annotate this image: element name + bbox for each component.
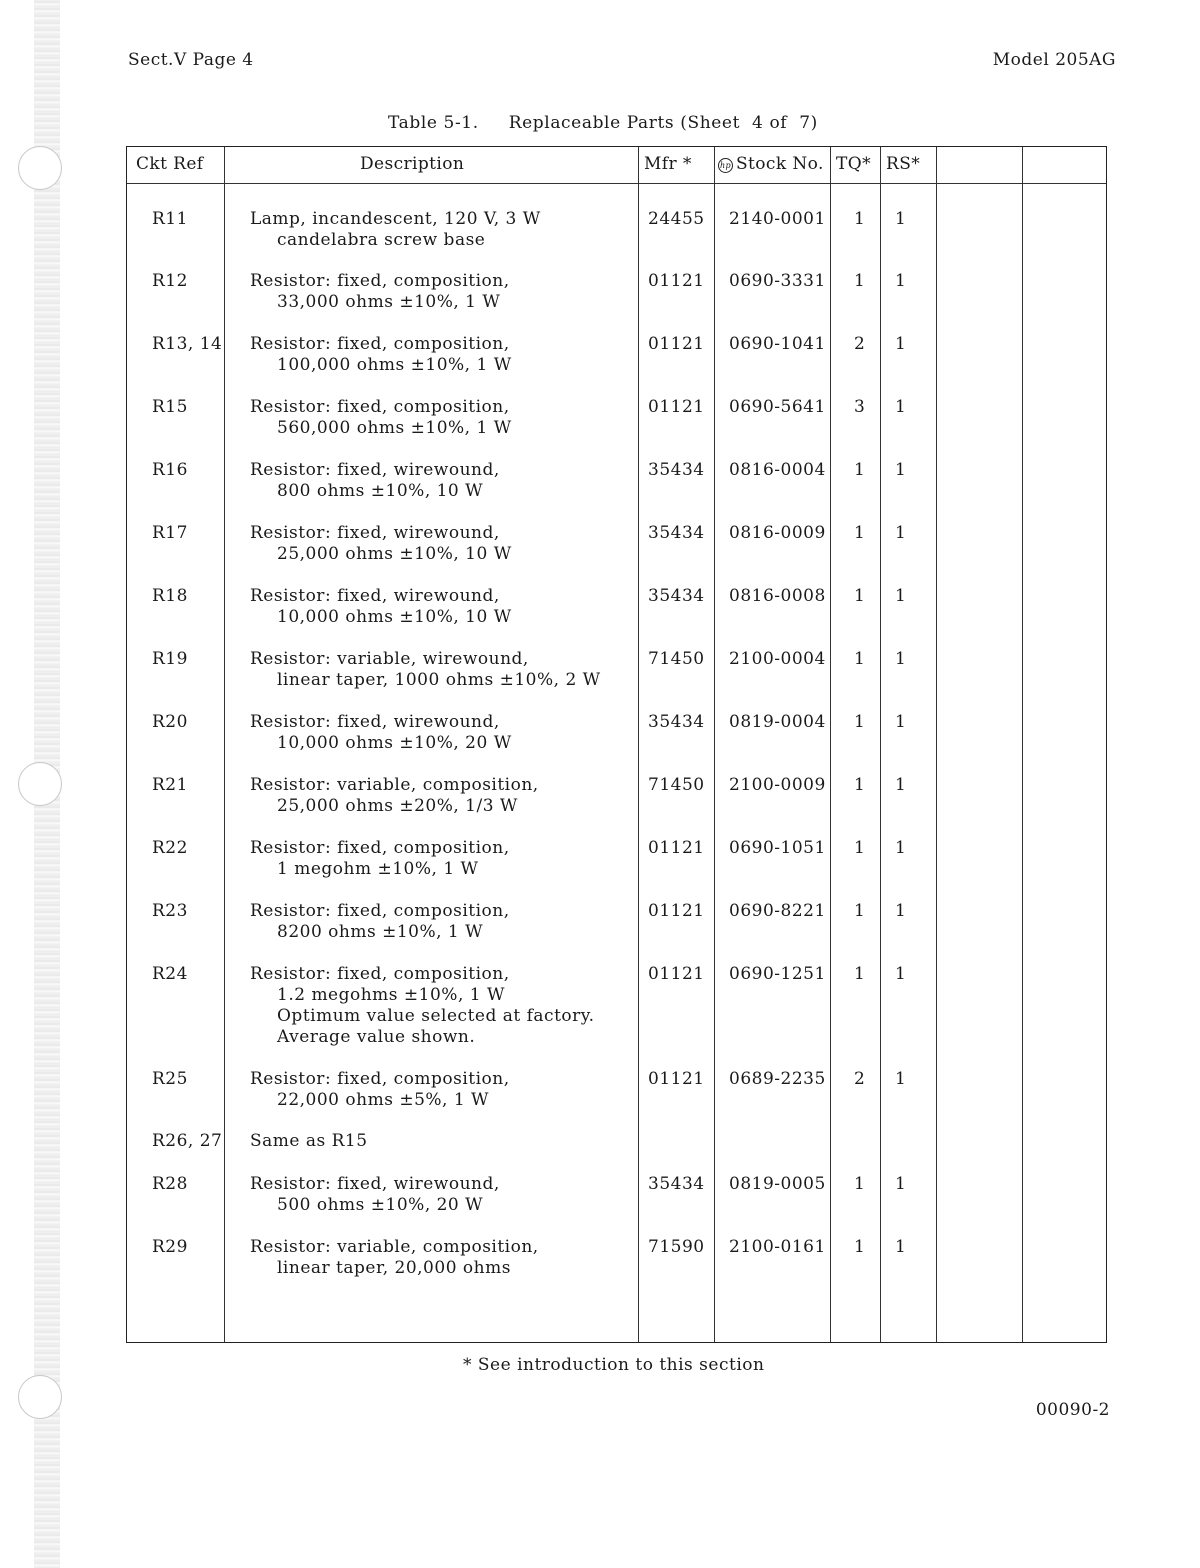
mfr-cell: 35434 [648, 523, 705, 543]
rs-cell: 1 [895, 775, 907, 795]
header-stock-no: hp Stock No. [719, 154, 824, 174]
description-line: candelabra screw base [277, 230, 486, 250]
tq-cell: 1 [854, 901, 866, 921]
ckt-ref-cell: R16 [152, 460, 188, 480]
description-line: 800 ohms ±10%, 10 W [277, 481, 484, 501]
tq-cell: 1 [854, 712, 866, 732]
table-row [127, 460, 1106, 520]
rs-cell: 1 [895, 1237, 907, 1257]
description-line: Resistor: fixed, composition, [250, 964, 510, 984]
description-cell [250, 334, 512, 376]
description-cell [250, 838, 510, 880]
tq-cell: 1 [854, 1237, 866, 1257]
table-row [127, 649, 1106, 709]
description-cell [250, 964, 595, 1048]
stock-no-cell: 0690-1251 [729, 964, 826, 984]
description-line: Resistor: variable, composition, [250, 775, 539, 795]
mfr-cell: 71590 [648, 1237, 705, 1257]
tq-cell: 1 [854, 1174, 866, 1194]
tq-cell: 3 [854, 397, 866, 417]
description-line: 100,000 ohms ±10%, 1 W [277, 355, 512, 375]
description-cell [250, 271, 510, 313]
description-cell [250, 1069, 510, 1111]
header-description: Description [360, 154, 465, 174]
rs-cell: 1 [895, 334, 907, 354]
rs-cell: 1 [895, 838, 907, 858]
description-line: 560,000 ohms ±10%, 1 W [277, 418, 512, 438]
table-row [127, 1174, 1106, 1234]
mfr-cell: 01121 [648, 334, 705, 354]
table-row [127, 523, 1106, 583]
rs-cell: 1 [895, 901, 907, 921]
rs-cell: 1 [895, 397, 907, 417]
parts-table [126, 146, 1107, 1343]
rs-cell: 1 [895, 586, 907, 606]
description-line: Resistor: fixed, composition, [250, 271, 510, 291]
description-line: Resistor: fixed, wirewound, [250, 523, 500, 543]
rs-cell: 1 [895, 271, 907, 291]
hp-logo-icon: hp [718, 158, 733, 173]
ckt-ref-cell: R29 [152, 1237, 188, 1257]
description-cell [250, 523, 512, 565]
description-line: 8200 ohms ±10%, 1 W [277, 922, 484, 942]
description-line: Resistor: fixed, composition, [250, 334, 510, 354]
table-row [127, 964, 1106, 1047]
tq-cell: 1 [854, 271, 866, 291]
description-cell [250, 209, 541, 251]
description-cell [250, 586, 512, 628]
stock-no-cell: 2100-0009 [729, 775, 826, 795]
mfr-cell: 01121 [648, 397, 705, 417]
header-rs: RS* [886, 154, 921, 174]
description-line: Resistor: fixed, composition, [250, 1069, 510, 1089]
table-row [127, 1069, 1106, 1129]
description-line: Resistor: fixed, wirewound, [250, 460, 500, 480]
description-line: Same as R15 [250, 1131, 368, 1151]
stock-no-cell: 2100-0161 [729, 1237, 826, 1257]
description-line: 1.2 megohms ±10%, 1 W [277, 985, 505, 1005]
section-page-label: Sect.V Page 4 [128, 50, 254, 70]
description-line: Average value shown. [277, 1027, 476, 1047]
table-row [127, 271, 1106, 331]
mfr-cell: 01121 [648, 1069, 705, 1089]
tq-cell: 2 [854, 334, 866, 354]
ckt-ref-cell: R12 [152, 271, 188, 291]
mfr-cell: 01121 [648, 901, 705, 921]
stock-no-cell: 0690-1051 [729, 838, 826, 858]
ckt-ref-cell: R21 [152, 775, 188, 795]
description-line: Resistor: fixed, wirewound, [250, 1174, 500, 1194]
rs-cell: 1 [895, 712, 907, 732]
tq-cell: 2 [854, 1069, 866, 1089]
footnote: * See introduction to this section [463, 1355, 765, 1375]
description-cell [250, 901, 510, 943]
description-line: Resistor: variable, wirewound, [250, 649, 529, 669]
description-line: Optimum value selected at factory. [277, 1006, 595, 1026]
description-cell [250, 460, 500, 502]
rs-cell: 1 [895, 1069, 907, 1089]
stock-no-cell: 0689-2235 [729, 1069, 826, 1089]
mfr-cell: 35434 [648, 1174, 705, 1194]
stock-no-cell: 0690-1041 [729, 334, 826, 354]
rs-cell: 1 [895, 523, 907, 543]
mfr-cell: 71450 [648, 775, 705, 795]
description-cell [250, 649, 601, 691]
stock-no-cell: 2140-0001 [729, 209, 826, 229]
stock-no-cell: 0690-3331 [729, 271, 826, 291]
stock-no-cell: 0816-0009 [729, 523, 826, 543]
rs-cell: 1 [895, 1174, 907, 1194]
description-cell [250, 397, 512, 439]
ckt-ref-cell: R25 [152, 1069, 188, 1089]
stock-no-cell: 0819-0005 [729, 1174, 826, 1194]
ckt-ref-cell: R19 [152, 649, 188, 669]
description-line: 1 megohm ±10%, 1 W [277, 859, 479, 879]
mfr-cell: 71450 [648, 649, 705, 669]
rs-cell: 1 [895, 209, 907, 229]
description-line: Resistor: variable, composition, [250, 1237, 539, 1257]
description-line: Resistor: fixed, composition, [250, 397, 510, 417]
stock-no-cell: 0816-0004 [729, 460, 826, 480]
ckt-ref-cell: R28 [152, 1174, 188, 1194]
table-row [127, 334, 1106, 394]
description-line: linear taper, 20,000 ohms [277, 1258, 511, 1278]
table-row [127, 901, 1106, 961]
mfr-cell: 01121 [648, 964, 705, 984]
description-cell [250, 1131, 368, 1152]
stock-no-cell: 2100-0004 [729, 649, 826, 669]
ckt-ref-cell: R20 [152, 712, 188, 732]
tq-cell: 1 [854, 838, 866, 858]
table-row [127, 1237, 1106, 1297]
description-cell [250, 1174, 500, 1216]
tq-cell: 1 [854, 775, 866, 795]
document-code: 00090-2 [1035, 1400, 1110, 1420]
stock-no-cell: 0816-0008 [729, 586, 826, 606]
description-line: 10,000 ohms ±10%, 20 W [277, 733, 512, 753]
mfr-cell: 01121 [648, 838, 705, 858]
tq-cell: 1 [854, 209, 866, 229]
description-line: 25,000 ohms ±20%, 1/3 W [277, 796, 518, 816]
mfr-cell: 24455 [648, 209, 705, 229]
stock-no-cell: 0690-5641 [729, 397, 826, 417]
rs-cell: 1 [895, 964, 907, 984]
description-line: Resistor: fixed, composition, [250, 838, 510, 858]
tq-cell: 1 [854, 460, 866, 480]
description-line: 25,000 ohms ±10%, 10 W [277, 544, 512, 564]
ckt-ref-cell: R15 [152, 397, 188, 417]
rs-cell: 1 [895, 649, 907, 669]
tq-cell: 1 [854, 586, 866, 606]
tq-cell: 1 [854, 523, 866, 543]
mfr-cell: 01121 [648, 271, 705, 291]
table-row [127, 397, 1106, 457]
ckt-ref-cell: R22 [152, 838, 188, 858]
stock-no-cell: 0690-8221 [729, 901, 826, 921]
header-divider [127, 183, 1106, 184]
rs-cell: 1 [895, 460, 907, 480]
header-ckt-ref: Ckt Ref [136, 154, 204, 174]
description-line: 22,000 ohms ±5%, 1 W [277, 1090, 490, 1110]
mfr-cell: 35434 [648, 586, 705, 606]
table-row [127, 586, 1106, 646]
description-line: 500 ohms ±10%, 20 W [277, 1195, 484, 1215]
table-row [127, 712, 1106, 772]
punch-hole [18, 762, 62, 806]
punch-hole [18, 146, 62, 190]
ckt-ref-cell: R26, 27 [152, 1131, 223, 1151]
description-line: Resistor: fixed, wirewound, [250, 712, 500, 732]
description-line: 33,000 ohms ±10%, 1 W [277, 292, 501, 312]
ckt-ref-cell: R17 [152, 523, 188, 543]
tq-cell: 1 [854, 649, 866, 669]
header-tq: TQ* [836, 154, 871, 174]
ckt-ref-cell: R24 [152, 964, 188, 984]
description-cell [250, 712, 512, 754]
tq-cell: 1 [854, 964, 866, 984]
description-line: Lamp, incandescent, 120 V, 3 W [250, 209, 541, 229]
ckt-ref-cell: R18 [152, 586, 188, 606]
stock-no-cell: 0819-0004 [729, 712, 826, 732]
description-line: Resistor: fixed, wirewound, [250, 586, 500, 606]
model-label: Model 205AG [992, 50, 1116, 70]
table-row [127, 775, 1106, 835]
ckt-ref-cell: R13, 14 [152, 334, 223, 354]
table-row [127, 209, 1106, 269]
mfr-cell: 35434 [648, 460, 705, 480]
punch-hole [18, 1375, 62, 1419]
ckt-ref-cell: R11 [152, 209, 188, 229]
table-title: Table 5-1. Replaceable Parts (Sheet 4 of 7) [388, 113, 818, 133]
description-line: Resistor: fixed, composition, [250, 901, 510, 921]
description-line: linear taper, 1000 ohms ±10%, 2 W [277, 670, 601, 690]
mfr-cell: 35434 [648, 712, 705, 732]
table-row [127, 838, 1106, 898]
ckt-ref-cell: R23 [152, 901, 188, 921]
description-cell [250, 775, 539, 817]
description-cell [250, 1237, 539, 1279]
description-line: 10,000 ohms ±10%, 10 W [277, 607, 512, 627]
header-mfr: Mfr * [644, 154, 692, 174]
